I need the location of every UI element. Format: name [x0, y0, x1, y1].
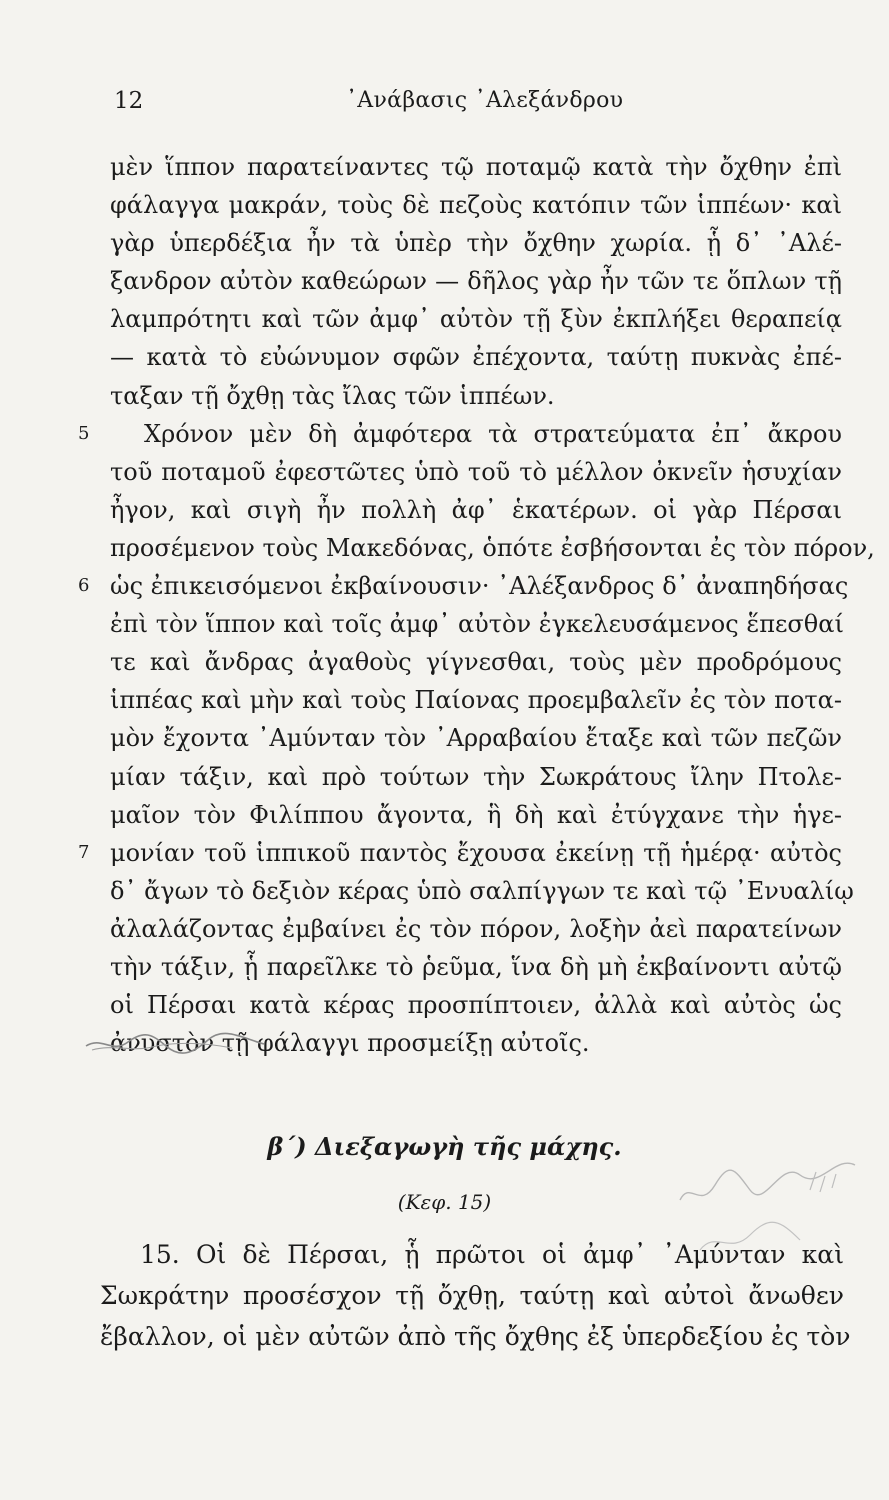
running-head: ᾿Ανάβασις ᾿Αλεξάνδρου — [346, 88, 624, 113]
line-text: γὰρ ὑπερδέξια ἦν τὰ ὑπὲρ τὴν ὄχθην χωρία. ᾗ δ᾿ ᾿Αλέ- — [110, 229, 842, 258]
section-title: β΄) Διεξαγωγὴ τῆς μάχης. — [267, 1132, 622, 1161]
line-text: μαῖον τὸν Φιλίππου ἄγοντα, ἣ δὴ καὶ ἐτύγχανε τὴν ἡγε- — [110, 800, 842, 829]
line-text: μίαν τάξιν, καὶ πρὸ τούτων τὴν Σωκράτους ἴλην Πτολε- — [110, 762, 842, 791]
text-line — [78, 415, 842, 453]
text-line — [110, 796, 842, 834]
text-line — [110, 377, 842, 415]
line-text: ἀνυστὸν τῇ φάλαγγι προσμείξῃ αὐτοῖς. — [110, 1029, 590, 1058]
text-line — [110, 910, 842, 948]
text-line — [100, 1234, 844, 1275]
text-line — [110, 300, 842, 338]
text-line — [110, 529, 875, 567]
text-line — [110, 986, 842, 1024]
line-text: τοῦ ποταμοῦ ἐφεστῶτες ὑπὸ τοῦ τὸ μέλλον ὀκνεῖν ἡσυχίαν — [110, 457, 842, 486]
text-line — [110, 491, 842, 529]
line-text: Σωκράτην προσέσχον τῇ ὄχθῃ, ταύτῃ καὶ αὐτοὶ ἄνωθεν — [100, 1281, 844, 1310]
line-text: ξανδρον αὐτὸν καθεώρων — δῆλος γὰρ ἦν τῶν τε ὅπλων τῇ — [110, 267, 842, 296]
line-text: φάλαγγα μακράν, τοὺς δὲ πεζοὺς κατόπιν τῶν ἱππέων· καὶ — [110, 191, 842, 220]
line-text: Χρόνον μὲν δὴ ἀμφότερα τὰ στρατεύματα ἐπ᾿ ἄκρου — [144, 419, 842, 448]
text-line — [110, 872, 854, 910]
chapter-15-text — [100, 1234, 851, 1357]
line-text: οἱ Πέρσαι κατὰ κέρας προσπίπτοιεν, ἀλλὰ καὶ αὐτὸς ὡς — [110, 991, 842, 1020]
text-line — [110, 262, 842, 300]
line-number: 7 — [78, 841, 90, 863]
text-line — [110, 758, 842, 796]
line-text: 15. Οἱ δὲ Πέρσαι, ᾗ πρῶτοι οἱ ἀμφ᾿ ᾿Αμύνταν καὶ — [140, 1240, 844, 1269]
text-line — [110, 148, 842, 186]
pencil-scribble-mark — [82, 1028, 267, 1058]
line-number: 5 — [78, 422, 90, 444]
text-line — [110, 948, 842, 986]
line-text: μονίαν τοῦ ἱππικοῦ παντὸς ἔχουσα ἐκείνῃ τῇ ἡμέρᾳ· αὐτὸς — [110, 838, 842, 867]
text-line — [110, 681, 842, 719]
line-text: λαμπρότητι καὶ τῶν ἀμφ᾿ αὐτὸν τῇ ξὺν ἐκπλήξει θεραπείᾳ — [110, 305, 842, 334]
line-text: τὴν τάξιν, ᾗ παρεῖλκε τὸ ῥεῦμα, ἵνα δὴ μὴ ἐκβαίνοντι αὐτῷ — [110, 952, 842, 981]
line-text: μὲν ἵππον παρατείναντες τῷ ποταμῷ κατὰ τὴν ὄχθην ἐπὶ — [110, 153, 842, 181]
text-line — [100, 1275, 844, 1316]
line-text: ἀλαλάζοντας ἐμβαίνει ἐς τὸν πόρον, λοξὴν ἀεὶ παρατείνων — [110, 914, 842, 943]
line-text: ἔβαλλον, οἱ μὲν αὐτῶν ἀπὸ τῆς ὄχθης ἐξ ὑπερδεξίου ἐς τὸν — [100, 1322, 851, 1351]
text-line — [78, 834, 842, 872]
line-text: προσέμενον τοὺς Μακεδόνας, ὁπότε ἐσβήσονται ἐς τὸν πόρον, — [110, 533, 875, 562]
line-text: ταξαν τῇ ὄχθῃ τὰς ἴλας τῶν ἱππέων. — [110, 381, 555, 410]
text-line — [110, 453, 842, 491]
text-line — [110, 338, 842, 376]
chapter-reference: (Κεφ. 15) — [397, 1190, 492, 1214]
text-line — [110, 719, 842, 757]
line-text: — κατὰ τὸ εὐώνυμον σφῶν ἐπέχοντα, ταύτῃ πυκνὰς ἐπέ- — [110, 343, 842, 372]
line-text: δ᾿ ἄγων τὸ δεξιὸν κέρας ὑπὸ σαλπίγγων τε καὶ τῷ ᾿Ενυαλίῳ — [110, 876, 854, 905]
line-text: τε καὶ ἄνδρας ἀγαθοὺς γίγνεσθαι, τοὺς μὲν προδρόμους — [110, 648, 842, 677]
text-line — [110, 605, 842, 643]
line-text: ὡς ἐπικεισόμενοι ἐκβαίνουσιν· ᾿Αλέξανδρος δ᾿ ἀναπηδήσας — [110, 572, 849, 601]
text-line — [110, 643, 842, 681]
line-text: ἦγον, καὶ σιγὴ ἦν πολλὴ ἀφ᾿ ἑκατέρων. οἱ γὰρ Πέρσαι — [110, 495, 842, 524]
line-text: μὸν ἔχοντα ᾿Αμύνταν τὸν ᾿Αρραβαίου ἔταξε καὶ τῶν πεζῶν — [110, 724, 842, 753]
text-line — [110, 186, 842, 224]
text-line — [110, 224, 842, 262]
text-line — [78, 567, 849, 605]
text-line — [100, 1316, 851, 1357]
page-header — [114, 88, 654, 124]
page-number: 12 — [114, 88, 144, 114]
line-number: 6 — [78, 575, 90, 597]
main-text — [78, 148, 875, 1062]
line-text: ἐπὶ τὸν ἵππον καὶ τοῖς ἀμφ᾿ αὐτὸν ἐγκελευσάμενος ἕπεσθαί — [110, 610, 844, 639]
line-text: ἱππέας καὶ μὴν καὶ τοὺς Παίονας προεμβαλεῖν ἐς τὸν ποτα- — [110, 686, 842, 715]
